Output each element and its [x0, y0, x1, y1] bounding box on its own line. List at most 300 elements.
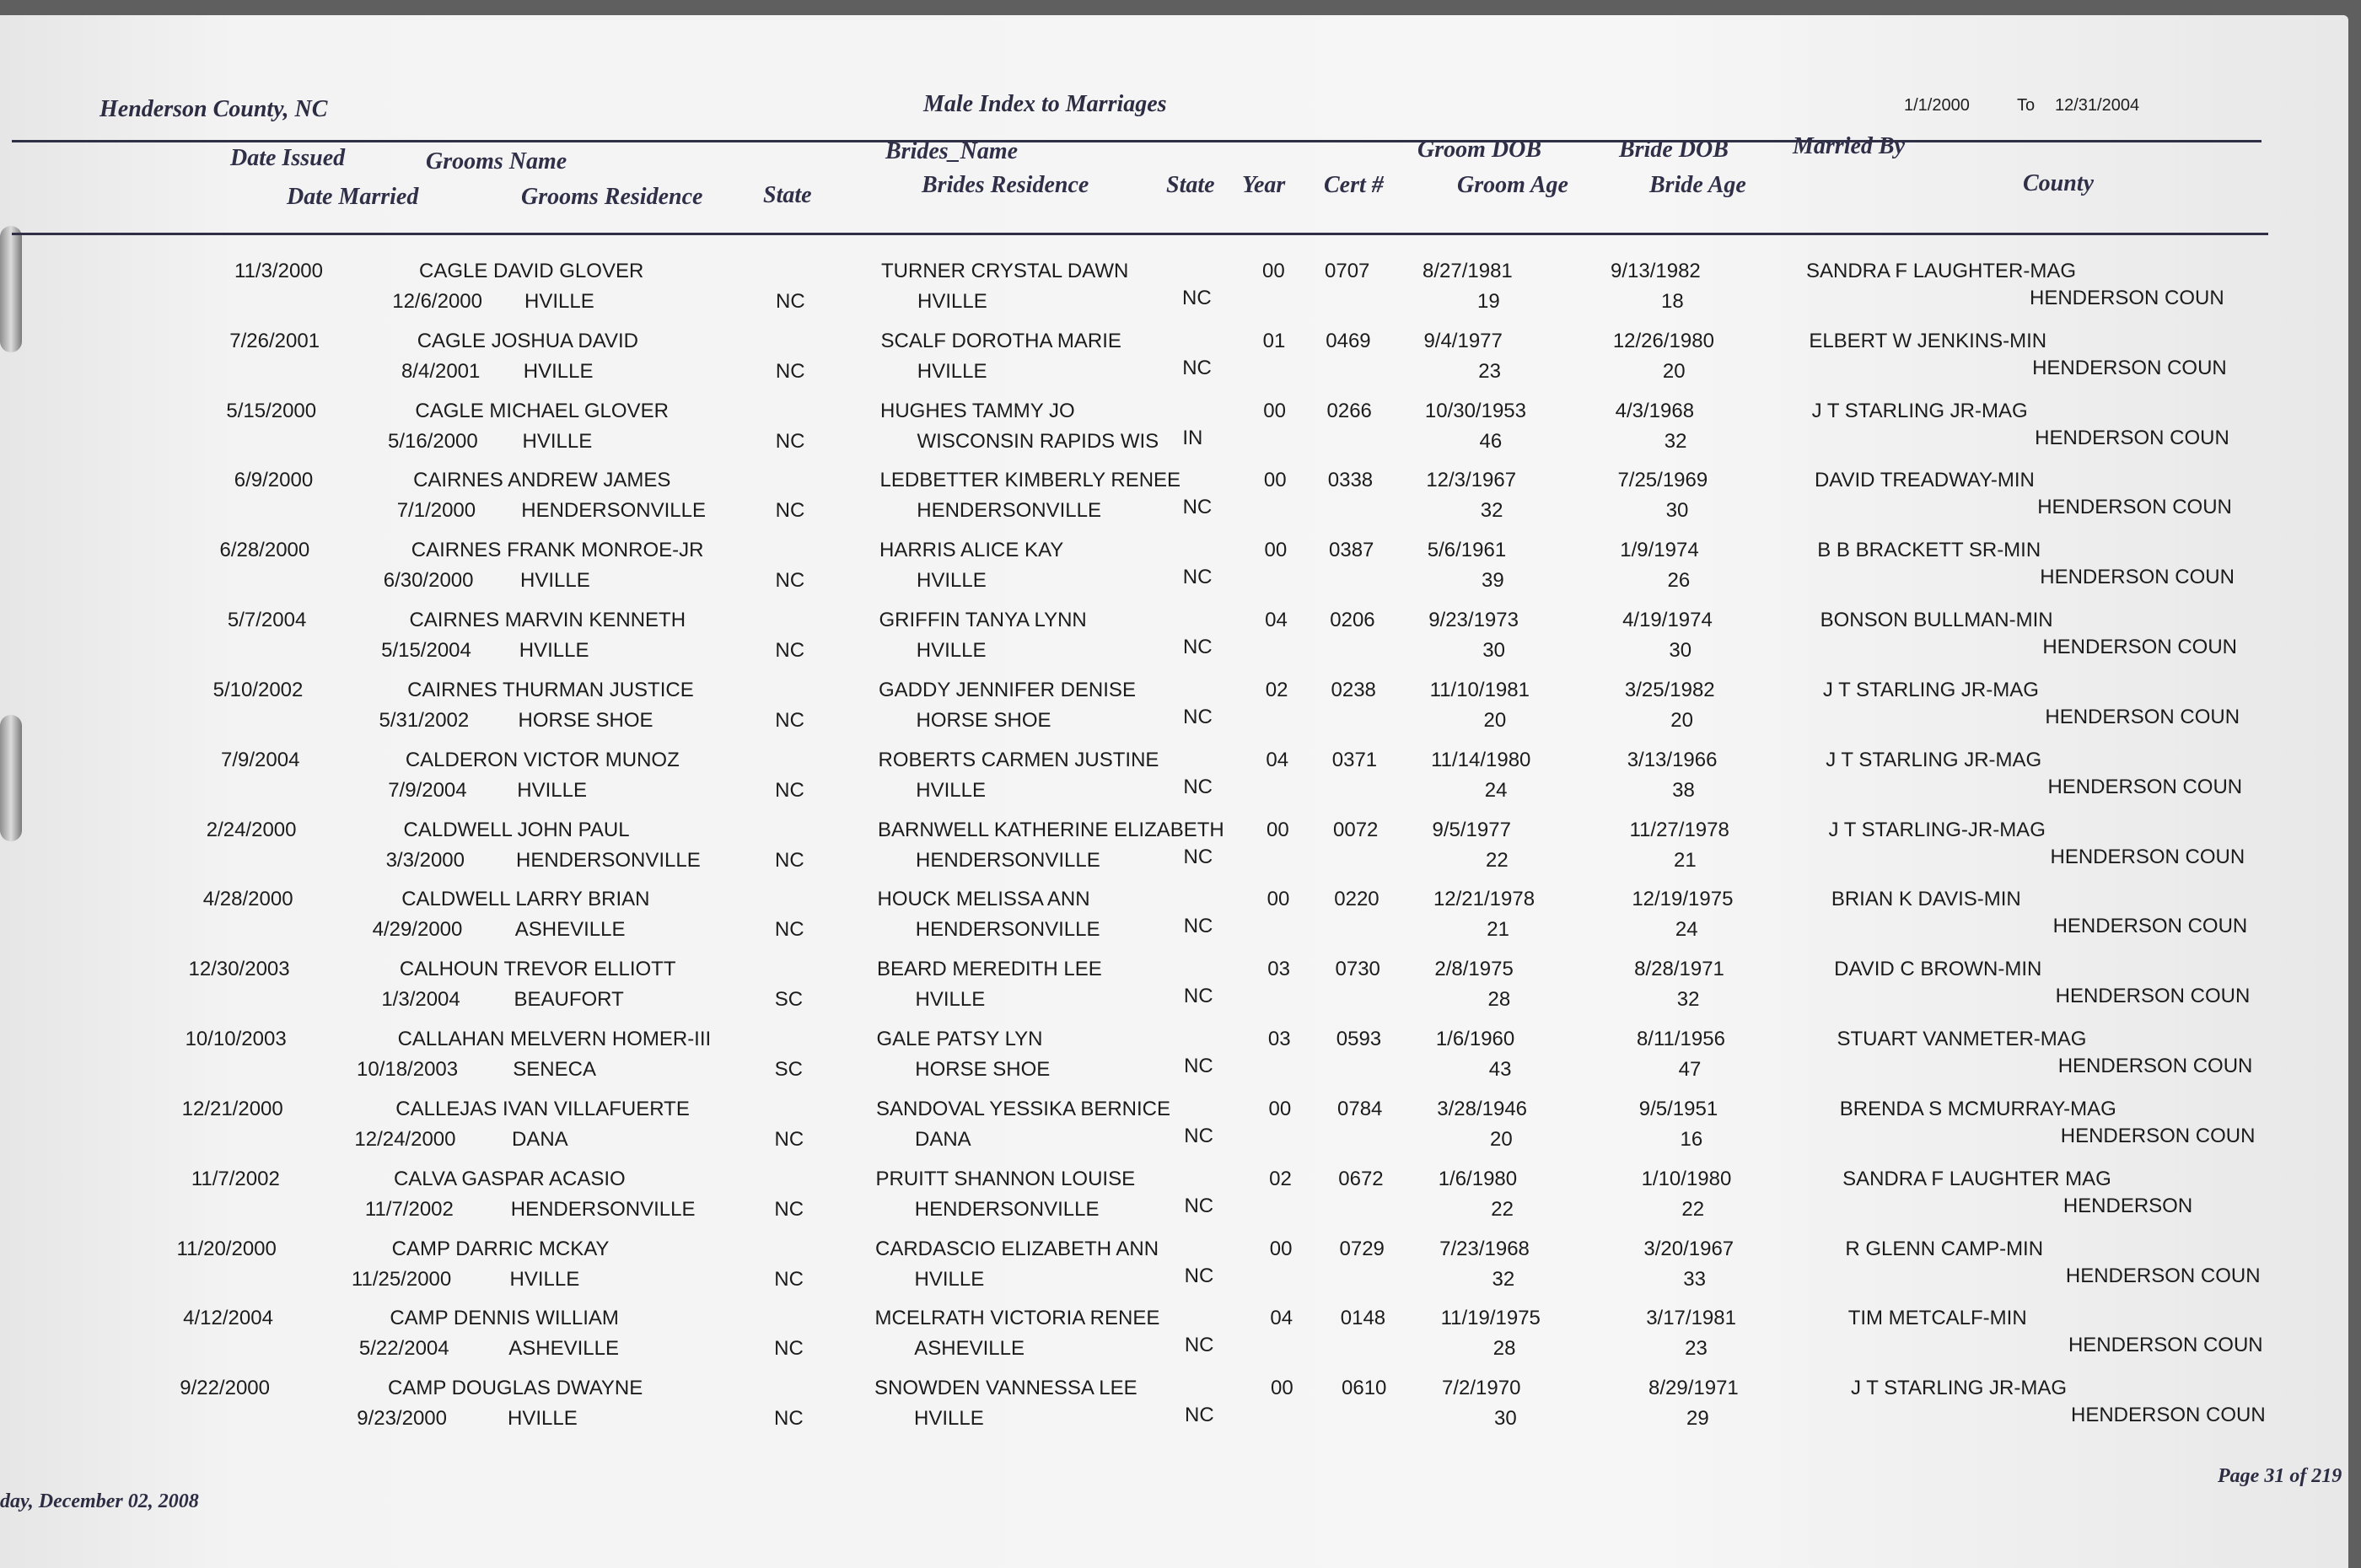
groom-name: CAMP DARRIC MCKAY	[391, 1237, 610, 1260]
date-issued: 7/9/2004	[221, 748, 300, 771]
col-date-issued: Date Issued	[230, 145, 346, 171]
groom-residence: HVILLE	[524, 290, 594, 313]
bride-residence: ASHEVILLE	[914, 1337, 1025, 1361]
bride-dob: 8/11/1956	[1636, 1028, 1725, 1051]
bride-residence: HVILLE	[915, 988, 986, 1012]
groom-name: CALDWELL JOHN PAUL	[403, 818, 630, 841]
date-married: 6/30/2000	[383, 569, 474, 593]
groom-age: 23	[1478, 359, 1501, 383]
groom-age: 21	[1487, 918, 1509, 942]
col-grooms-residence: Grooms Residence	[521, 184, 703, 210]
bride-state: NC	[1182, 566, 1213, 589]
cert-number: 0220	[1334, 888, 1379, 911]
bride-residence: HVILLE	[916, 639, 987, 663]
groom-state: NC	[776, 290, 805, 313]
binder-ring-top	[0, 226, 22, 352]
married-by: DAVID C BROWN-MIN	[1834, 958, 2042, 981]
groom-state: NC	[774, 1337, 804, 1361]
county: HENDERSON COUN	[2065, 1264, 2261, 1287]
bride-age: 21	[1674, 848, 1697, 872]
footer-page: Page 31 of 219	[2218, 1465, 2342, 1487]
groom-age: 19	[1477, 290, 1500, 313]
groom-residence: SENECA	[513, 1058, 596, 1082]
bride-state: NC	[1184, 1124, 1213, 1147]
col-groom-dob: Groom DOB	[1417, 137, 1542, 163]
county: HENDERSON COUN	[2047, 775, 2243, 798]
married-by: DAVID TREADWAY-MIN	[1814, 469, 2035, 492]
col-brides-state: State	[1166, 172, 1215, 198]
year: 00	[1267, 888, 1290, 911]
date-issued: 11/3/2000	[234, 260, 323, 282]
bride-state: NC	[1183, 845, 1213, 868]
col-county: County	[2023, 170, 2095, 196]
bride-dob: 11/27/1978	[1629, 818, 1729, 841]
date-range-to: To	[2017, 96, 2036, 115]
married-by: BONSON BULLMAN-MIN	[1820, 609, 2053, 632]
groom-dob: 1/6/1980	[1438, 1167, 1518, 1190]
groom-residence: HVILLE	[522, 429, 593, 453]
groom-name: CAMP DENNIS WILLIAM	[390, 1307, 619, 1330]
groom-name: CAGLE JOSHUA DAVID	[417, 329, 638, 352]
cert-number: 0148	[1340, 1307, 1386, 1330]
col-date-married: Date Married	[287, 184, 419, 210]
date-married: 3/3/2000	[385, 848, 465, 872]
bride-dob: 3/17/1981	[1646, 1307, 1736, 1330]
year: 00	[1269, 1237, 1293, 1260]
date-range-end: 12/31/2004	[2055, 96, 2140, 115]
county: HENDERSON COUN	[2030, 287, 2224, 309]
date-issued: 5/7/2004	[227, 609, 307, 632]
groom-age: 24	[1484, 778, 1508, 802]
cert-number: 0469	[1326, 329, 1371, 352]
cert-number: 0672	[1338, 1167, 1384, 1190]
date-issued: 2/24/2000	[206, 818, 297, 841]
county: HENDERSON COUN	[2045, 705, 2240, 728]
married-by: J T STARLING JR-MAG	[1851, 1377, 2068, 1400]
groom-name: CAGLE DAVID GLOVER	[419, 260, 644, 282]
bride-state: NC	[1182, 287, 1212, 309]
cert-number: 0371	[1331, 748, 1378, 771]
bride-age: 16	[1680, 1127, 1703, 1151]
bride-name: TURNER CRYSTAL DAWN	[881, 260, 1129, 282]
bride-dob: 8/28/1971	[1634, 958, 1724, 981]
col-married-by: Married By	[1793, 133, 1905, 159]
date-married: 1/3/2004	[381, 988, 460, 1012]
report-title: Male Index to Marriages	[923, 91, 1167, 117]
date-issued: 5/15/2000	[226, 399, 317, 422]
date-issued: 11/20/2000	[176, 1237, 277, 1260]
bride-residence: DANA	[915, 1127, 971, 1151]
groom-residence: HENDERSONVILLE	[510, 1197, 696, 1221]
col-bride-dob: Bride DOB	[1619, 137, 1729, 163]
groom-age: 43	[1488, 1058, 1512, 1082]
bride-state: NC	[1183, 915, 1213, 938]
date-issued: 7/26/2001	[229, 329, 320, 352]
bride-state: NC	[1184, 1194, 1214, 1217]
cert-number: 0238	[1331, 678, 1376, 701]
groom-dob: 11/14/1980	[1431, 748, 1531, 771]
groom-age: 22	[1491, 1197, 1514, 1221]
groom-residence: HVILLE	[508, 1407, 578, 1431]
bride-age: 29	[1686, 1407, 1709, 1431]
date-married: 5/15/2004	[381, 639, 471, 663]
date-married: 10/18/2003	[357, 1058, 459, 1082]
bride-state: NC	[1182, 636, 1213, 659]
groom-name: CAIRNES ANDREW JAMES	[413, 469, 671, 492]
bride-name: BEARD MEREDITH LEE	[877, 958, 1102, 981]
county: HENDERSON COUN	[2035, 426, 2229, 449]
bride-residence: HVILLE	[917, 359, 987, 383]
bride-dob: 4/19/1974	[1622, 609, 1713, 632]
year: 00	[1264, 539, 1288, 562]
year: 02	[1269, 1167, 1292, 1190]
date-married: 11/7/2002	[364, 1197, 454, 1221]
bride-name: GALE PATSY LYN	[876, 1028, 1043, 1051]
groom-dob: 7/23/1968	[1439, 1237, 1530, 1260]
bride-dob: 9/5/1951	[1638, 1097, 1718, 1120]
bride-state: NC	[1184, 1264, 1214, 1287]
col-year: Year	[1242, 172, 1286, 198]
bride-residence: HENDERSONVILLE	[915, 918, 1100, 942]
year: 00	[1262, 260, 1285, 282]
bride-dob: 1/9/1974	[1620, 539, 1699, 562]
groom-age: 46	[1479, 429, 1503, 453]
cert-number: 0072	[1333, 818, 1379, 841]
bride-age: 38	[1672, 778, 1695, 802]
bride-age: 32	[1676, 988, 1700, 1012]
bride-name: PRUITT SHANNON LOUISE	[875, 1167, 1136, 1190]
groom-name: CALLEJAS IVAN VILLAFUERTE	[395, 1097, 690, 1120]
bride-state: NC	[1182, 356, 1212, 379]
col-bride-age: Bride Age	[1649, 172, 1746, 198]
bride-state: NC	[1184, 1055, 1213, 1078]
groom-dob: 9/5/1977	[1432, 818, 1511, 841]
bride-age: 20	[1662, 359, 1686, 383]
bride-state: IN	[1182, 426, 1203, 449]
groom-age: 39	[1482, 569, 1504, 593]
cert-number: 0593	[1336, 1028, 1382, 1051]
cert-number: 0707	[1325, 260, 1370, 282]
groom-residence: HVILLE	[523, 359, 594, 383]
date-married: 5/16/2000	[387, 429, 478, 453]
groom-residence: HORSE SHOE	[518, 708, 653, 732]
bride-age: 23	[1685, 1337, 1708, 1361]
bride-age: 32	[1664, 429, 1687, 453]
date-married: 12/6/2000	[392, 290, 482, 313]
col-brides-residence: Brides Residence	[922, 172, 1089, 198]
bride-age: 33	[1683, 1267, 1706, 1291]
bride-residence: HVILLE	[914, 1407, 984, 1431]
groom-age: 20	[1490, 1127, 1513, 1151]
groom-state: NC	[775, 639, 805, 663]
groom-residence: HENDERSONVILLE	[516, 848, 701, 872]
bride-name: HOUCK MELISSA ANN	[877, 888, 1090, 911]
groom-age: 22	[1486, 848, 1509, 872]
date-issued: 6/9/2000	[234, 469, 314, 492]
footer-date: day, December 02, 2008	[0, 1490, 199, 1512]
bride-state: NC	[1185, 1404, 1214, 1427]
bride-residence: WISCONSIN RAPIDS WIS	[917, 429, 1159, 453]
married-by: J T STARLING JR-MAG	[1822, 678, 2039, 701]
header-rule-top	[12, 140, 2262, 142]
bride-name: MCELRATH VICTORIA RENEE	[874, 1307, 1160, 1330]
married-by: SANDRA F LAUGHTER-MAG	[1806, 260, 2077, 282]
year: 00	[1263, 399, 1286, 422]
year: 00	[1271, 1377, 1293, 1400]
groom-residence: DANA	[512, 1127, 568, 1151]
year: 04	[1266, 748, 1289, 771]
bride-name: CARDASCIO ELIZABETH ANN	[875, 1237, 1159, 1260]
groom-age: 28	[1492, 1337, 1516, 1361]
bride-name: SANDOVAL YESSIKA BERNICE	[876, 1097, 1171, 1120]
bride-dob: 3/25/1982	[1624, 678, 1715, 701]
groom-dob: 5/6/1961	[1427, 539, 1507, 562]
year: 02	[1265, 678, 1288, 701]
groom-residence: ASHEVILLE	[508, 1337, 619, 1361]
county: HENDERSON COUN	[2050, 845, 2245, 868]
year: 04	[1270, 1307, 1293, 1330]
cert-number: 0610	[1342, 1377, 1387, 1400]
county: HENDERSON COUN	[2037, 496, 2232, 519]
bride-dob: 1/10/1980	[1641, 1167, 1732, 1190]
married-by: TIM METCALF-MIN	[1847, 1307, 2027, 1330]
date-married: 5/22/2004	[358, 1337, 449, 1361]
date-issued: 5/10/2002	[212, 678, 304, 701]
groom-dob: 10/30/1953	[1424, 399, 1526, 422]
col-groom-age: Groom Age	[1457, 172, 1568, 198]
groom-name: CAIRNES FRANK MONROE-JR	[411, 539, 704, 562]
county: HENDERSON	[2063, 1194, 2193, 1217]
bride-age: 30	[1669, 639, 1692, 663]
year: 00	[1267, 818, 1289, 841]
groom-age: 28	[1487, 988, 1511, 1012]
bride-residence: HENDERSONVILLE	[914, 1197, 1100, 1221]
groom-name: CAMP DOUGLAS DWAYNE	[388, 1377, 643, 1400]
bride-age: 47	[1678, 1058, 1702, 1082]
year: 03	[1267, 1028, 1291, 1051]
groom-name: CAIRNES THURMAN JUSTICE	[407, 678, 694, 701]
bride-dob: 9/13/1982	[1611, 260, 1701, 282]
groom-residence: HENDERSONVILLE	[521, 499, 706, 523]
married-by: STUART VANMETER-MAG	[1837, 1028, 2087, 1051]
cert-number: 0266	[1326, 399, 1372, 422]
bride-residence: HORSE SHOE	[915, 1058, 1051, 1082]
groom-state: NC	[775, 569, 805, 593]
cert-number: 0338	[1327, 469, 1374, 492]
bride-dob: 4/3/1968	[1615, 399, 1695, 422]
county: HENDERSON COUN	[2068, 1334, 2263, 1357]
groom-age: 32	[1480, 499, 1503, 523]
date-issued: 12/30/2003	[188, 958, 290, 981]
cert-number: 0206	[1330, 609, 1375, 632]
bride-name: GRIFFIN TANYA LYNN	[879, 609, 1087, 632]
year: 03	[1267, 958, 1290, 981]
bride-residence: HVILLE	[914, 1267, 985, 1291]
groom-state: NC	[774, 918, 804, 942]
bride-residence: HVILLE	[917, 569, 987, 593]
groom-residence: HVILLE	[519, 639, 589, 663]
col-brides-name: Brides_Name	[885, 138, 1019, 164]
date-married: 9/23/2000	[357, 1407, 447, 1431]
bride-name: GADDY JENNIFER DENISE	[879, 678, 1136, 701]
county: HENDERSON COUN	[2040, 566, 2235, 589]
groom-name: CALHOUN TREVOR ELLIOTT	[399, 958, 676, 981]
groom-dob: 7/2/1970	[1442, 1377, 1521, 1400]
col-grooms-name: Grooms Name	[426, 148, 567, 175]
bride-name: SCALF DOROTHA MARIE	[880, 329, 1121, 352]
year: 00	[1268, 1097, 1292, 1120]
bride-residence: HVILLE	[916, 778, 986, 802]
groom-dob: 11/10/1981	[1429, 678, 1530, 701]
date-issued: 10/10/2003	[185, 1028, 287, 1051]
married-by: BRENDA S MCMURRAY-MAG	[1839, 1097, 2116, 1120]
header-rule-bottom	[12, 233, 2268, 235]
cert-number: 0730	[1335, 958, 1380, 981]
binder-ring-bottom	[0, 715, 22, 841]
bride-state: NC	[1183, 775, 1213, 798]
county: HENDERSON COUN	[2060, 1124, 2256, 1147]
date-married: 12/24/2000	[354, 1127, 456, 1151]
groom-state: NC	[774, 1127, 804, 1151]
groom-name: CALDERON VICTOR MUNOZ	[405, 748, 680, 771]
bride-state: NC	[1182, 496, 1213, 519]
bride-state: NC	[1183, 985, 1213, 1008]
married-by: BRIAN K DAVIS-MIN	[1831, 888, 2021, 911]
groom-name: CALDWELL LARRY BRIAN	[401, 888, 650, 911]
groom-state: NC	[775, 359, 805, 383]
groom-residence: ASHEVILLE	[514, 918, 626, 942]
groom-state: NC	[775, 708, 804, 732]
bride-dob: 12/26/1980	[1612, 329, 1714, 352]
groom-age: 30	[1494, 1407, 1517, 1431]
groom-state: NC	[775, 848, 804, 872]
bride-age: 24	[1675, 918, 1698, 942]
bride-name: SNOWDEN VANNESSA LEE	[874, 1377, 1137, 1400]
county: HENDERSON COUN	[2032, 356, 2227, 379]
married-by: J T STARLING-JR-MAG	[1828, 818, 2046, 841]
groom-state: NC	[774, 1267, 804, 1291]
bride-name: BARNWELL KATHERINE ELIZABETH	[878, 818, 1224, 841]
col-state: State	[763, 182, 812, 208]
county-header: Henderson County, NC	[99, 96, 328, 122]
bride-age: 20	[1670, 708, 1693, 732]
county: HENDERSON COUN	[2055, 985, 2251, 1008]
year: 01	[1262, 329, 1286, 352]
bride-residence: HENDERSONVILLE	[916, 848, 1100, 872]
bride-age: 30	[1665, 499, 1689, 523]
cert-number: 0784	[1337, 1097, 1383, 1120]
groom-name: CALLAHAN MELVERN HOMER-III	[397, 1028, 712, 1051]
bride-residence: HVILLE	[917, 290, 987, 313]
groom-residence: BEAUFORT	[514, 988, 624, 1012]
date-married: 8/4/2001	[401, 359, 481, 383]
married-by: J T STARLING JR-MAG	[1811, 399, 2028, 422]
col-cert: Cert #	[1324, 172, 1384, 198]
groom-age: 32	[1492, 1267, 1515, 1291]
county: HENDERSON COUN	[2052, 915, 2248, 938]
bride-age: 26	[1667, 569, 1691, 593]
bride-residence: HORSE SHOE	[916, 708, 1051, 732]
date-issued: 6/28/2000	[219, 539, 310, 562]
groom-name: CALVA GASPAR ACASIO	[393, 1167, 626, 1190]
married-by: ELBERT W JENKINS-MIN	[1809, 329, 2047, 352]
date-issued: 11/7/2002	[191, 1167, 280, 1190]
married-by: B B BRACKETT SR-MIN	[1817, 539, 2041, 562]
bride-dob: 8/29/1971	[1648, 1377, 1739, 1400]
groom-residence: HVILLE	[517, 778, 587, 802]
groom-age: 20	[1483, 708, 1507, 732]
groom-name: CAGLE MICHAEL GLOVER	[415, 399, 669, 422]
date-range-start: 1/1/2000	[1904, 96, 1970, 115]
groom-dob: 12/21/1978	[1433, 888, 1535, 911]
groom-dob: 1/6/1960	[1435, 1028, 1515, 1051]
groom-dob: 2/8/1975	[1434, 958, 1514, 981]
bride-dob: 3/20/1967	[1643, 1237, 1734, 1260]
cert-number: 0387	[1329, 539, 1374, 562]
bride-state: NC	[1184, 1334, 1214, 1357]
county: HENDERSON COUN	[2071, 1404, 2266, 1427]
date-married: 11/25/2000	[351, 1267, 452, 1291]
date-married: 5/31/2002	[379, 708, 470, 732]
bride-dob: 7/25/1969	[1617, 469, 1708, 492]
groom-residence: HVILLE	[509, 1267, 580, 1291]
groom-dob: 11/19/1975	[1440, 1307, 1541, 1330]
married-by: R GLENN CAMP-MIN	[1845, 1237, 2044, 1260]
bride-name: HUGHES TAMMY JO	[880, 399, 1075, 422]
county: HENDERSON COUN	[2042, 636, 2237, 659]
bride-name: ROBERTS CARMEN JUSTINE	[878, 748, 1159, 771]
groom-dob: 8/27/1981	[1423, 260, 1513, 282]
groom-residence: HVILLE	[520, 569, 590, 593]
groom-dob: 9/23/1973	[1428, 609, 1519, 632]
groom-state: SC	[774, 1058, 803, 1082]
groom-dob: 12/3/1967	[1426, 469, 1517, 492]
bride-residence: HENDERSONVILLE	[917, 499, 1101, 523]
groom-dob: 9/4/1977	[1423, 329, 1503, 352]
date-issued: 12/21/2000	[181, 1097, 283, 1120]
county: HENDERSON COUN	[2057, 1055, 2253, 1078]
year: 04	[1265, 609, 1288, 632]
groom-state: NC	[775, 499, 805, 523]
year: 00	[1263, 469, 1287, 492]
bride-dob: 3/13/1966	[1627, 748, 1718, 771]
groom-state: NC	[775, 429, 805, 453]
bride-name: HARRIS ALICE KAY	[879, 539, 1064, 562]
bride-age: 18	[1661, 290, 1684, 313]
groom-name: CAIRNES MARVIN KENNETH	[409, 609, 686, 632]
bride-state: NC	[1183, 705, 1213, 728]
date-married: 7/9/2004	[388, 778, 467, 802]
groom-state: NC	[775, 778, 804, 802]
date-married: 7/1/2000	[396, 499, 476, 523]
groom-dob: 3/28/1946	[1437, 1097, 1528, 1120]
bride-dob: 12/19/1975	[1632, 888, 1734, 911]
married-by: J T STARLING JR-MAG	[1826, 748, 2042, 771]
date-married: 4/29/2000	[372, 918, 463, 942]
groom-age: 30	[1482, 639, 1505, 663]
bride-age: 22	[1681, 1197, 1705, 1221]
date-issued: 4/12/2004	[183, 1307, 273, 1330]
groom-state: SC	[774, 988, 804, 1012]
groom-state: NC	[774, 1407, 804, 1431]
date-issued: 4/28/2000	[202, 888, 293, 911]
bride-name: LEDBETTER KIMBERLY RENEE	[879, 469, 1181, 492]
groom-state: NC	[774, 1197, 804, 1221]
date-issued: 9/22/2000	[180, 1377, 270, 1400]
married-by: SANDRA F LAUGHTER MAG	[1842, 1167, 2111, 1190]
cert-number: 0729	[1339, 1237, 1385, 1260]
printed-page	[0, 15, 2348, 1568]
